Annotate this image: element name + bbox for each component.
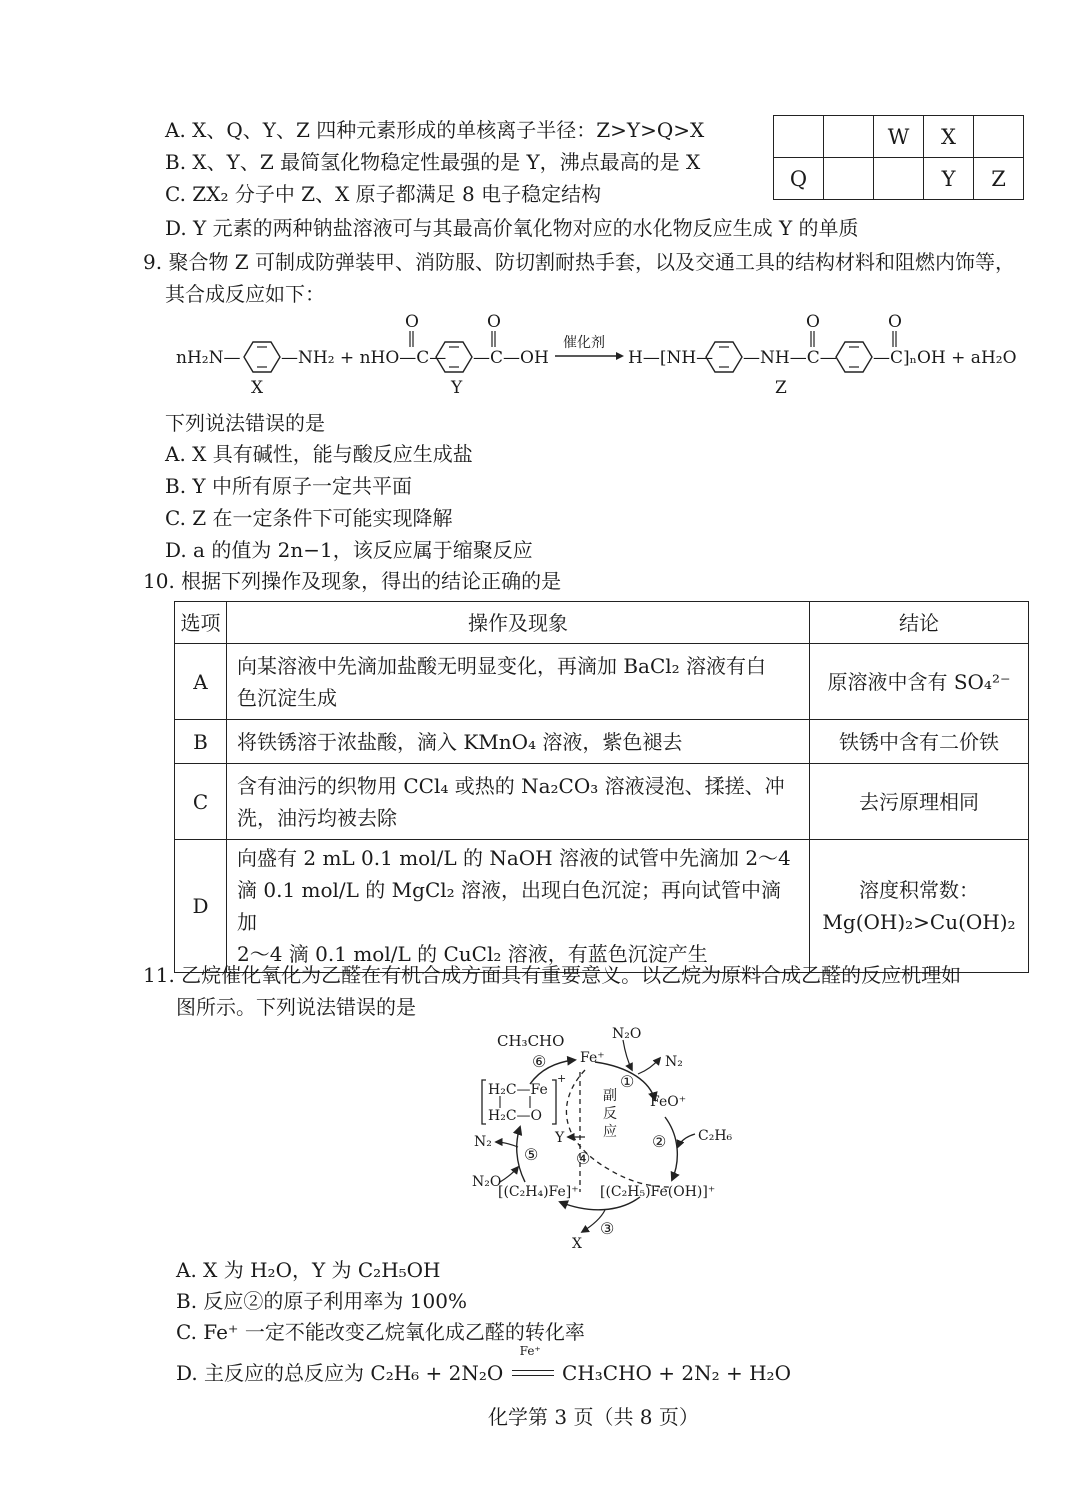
label-complex-top: H₂C—Fe [488,1082,548,1098]
catalyst-label: 催化剂 [563,335,605,351]
equals-sign-icon [512,1370,554,1376]
label-x: X [572,1236,582,1252]
conclusion-line: Mg(OH)₂>Cu(OH)₂ [822,910,1016,934]
n2-out-arrow [638,1058,660,1074]
row-option: B [175,720,227,764]
element-cell: X [924,116,974,158]
q9-option-d: D. a 的值为 2n−1，该反应属于缩聚反应 [165,538,533,562]
page-footer: 化学第 3 页（共 8 页） [488,1405,699,1429]
label-ch3cho: CH₃CHO [497,1032,565,1050]
element-table-row [774,158,1024,200]
operation-line: 色沉淀生成 [237,685,337,710]
label-n2o-left: N₂O [472,1174,502,1190]
element-table [773,115,1024,200]
complex-bracket-left [482,1080,486,1124]
conclusion-line: 原溶液中含有 SO₄²⁻ [827,669,1011,694]
q11-stem-line1: 11. 乙烷催化氧化为乙醛在有机合成方面具有重要意义。以乙烷为原料合成乙醛的反应机理如 [143,963,962,987]
label-complex-bottom: H₂C—O [488,1108,543,1124]
row-operation [227,720,810,764]
q8-option-c: C. ZX₂ 分子中 Z、X 原子都满足 8 电子稳定结构 [165,182,602,206]
carbonyl-o-2: O [487,312,501,332]
label-n2o-top: N₂O [612,1026,642,1042]
element-table-row [774,116,1024,158]
q10-table [174,601,1029,973]
label-side-1: 副 [603,1088,617,1104]
q10-stem: 10. 根据下列操作及现象，得出的结论正确的是 [143,569,562,593]
n2o-left-in-arrow [500,1167,518,1182]
label-z: Z [775,378,787,398]
option-d-prefix: D. 主反应的总反应为 C₂H₆ + 2N₂O [176,1361,504,1385]
q11-option-a: A. X 为 H₂O，Y 为 C₂H₅OH [176,1258,441,1282]
option-d-catalyst: Fe⁺ [519,1344,541,1358]
q8-option-d: D. Y 元素的两种钠盐溶液可与其最高价氧化物对应的水化物反应生成 Y 的单质 [165,216,859,240]
row-conclusion [810,644,1029,720]
rx-prod3-text: —C]ₙOH + aH₂O [873,348,1017,368]
label-c2h4fe: [(C₂H₄)Fe]⁺ [498,1184,579,1200]
option-d-suffix: CH₃CHO + 2N₂ + H₂O [562,1361,791,1385]
table-row [175,840,1029,973]
label-step1: ① [620,1072,635,1091]
table-row [175,644,1029,720]
complex-bracket-right [552,1080,556,1124]
q9-question: 下列说法错误的是 [165,411,325,435]
table-row [175,764,1029,840]
label-step5: ⑤ [524,1145,539,1164]
q9-option-a: A. X 具有碱性，能与酸反应生成盐 [165,442,473,466]
operation-line: 2～4 滴 0.1 mol/L 的 CuCl₂ 溶液，有蓝色沉淀产生 [237,942,708,966]
label-y: Y [451,378,463,398]
label-y: Y [555,1130,565,1146]
q9-stem-line1: 9. 聚合物 Z 可制成防弹装甲、消防服、防切割耐热手套，以及交通工具的结构材料和阻燃内饰等， [143,250,1016,274]
row-conclusion [810,720,1029,764]
label-fe: Fe⁺ [580,1050,605,1066]
element-cell [974,116,1024,158]
element-cell [874,158,924,200]
operation-line: 将铁锈溶于浓盐酸，滴入 KMnO₄ 溶液，紫色褪去 [237,729,683,754]
carbonyl-o-4: O [888,312,902,332]
conclusion-line: 铁锈中含有二价铁 [839,729,999,754]
q9-stem-line2: 其合成反应如下： [165,282,325,306]
q9-option-b: B. Y 中所有原子一定共平面 [165,474,412,498]
reaction-mechanism-diagram [460,1022,750,1252]
row-conclusion [810,764,1029,840]
row-operation [227,840,810,973]
element-cell: Q [774,158,824,200]
row-operation [227,764,810,840]
polymerization-equation [0,305,1080,400]
header-conclusion: 结论 [810,602,1029,644]
label-step3: ③ [600,1219,615,1238]
label-step2: ② [652,1132,667,1151]
row-conclusion [810,840,1029,973]
label-n2-right: N₂ [665,1054,683,1070]
table-header-row [175,602,1029,644]
n2o-in-arrow [623,1040,632,1070]
operation-line: 向盛有 2 mL 0.1 mol/L 的 NaOH 溶液的试管中先滴加 2～4 [237,846,791,870]
q11-option-d [176,1344,791,1388]
element-cell [824,116,874,158]
option-d-arrow [510,1344,556,1388]
rx-prod1-text: H—[NH— [628,348,714,368]
c2h6-in-arrow [678,1134,695,1147]
label-side-2: 反 [603,1106,617,1122]
q11-option-b: B. 反应②的原子利用率为 100% [176,1289,467,1313]
operation-line: 向某溶液中先滴加盐酸无明显变化，再滴加 BaCl₂ 溶液有白 [237,653,767,678]
rx-prod2-text: —NH—C— [743,348,837,368]
rx-nh2-text: —NH₂ + nHO—C— [281,348,447,368]
element-cell [824,158,874,200]
carbonyl-o-3: O [806,312,820,332]
element-cell: W [874,116,924,158]
carbonyl-o-1: O [405,312,419,332]
operation-line: 含有油污的织物用 CCl₄ 或热的 Na₂CO₃ 溶液浸泡、揉搓、冲 [237,773,785,798]
n2-left-out-arrow [496,1142,518,1147]
label-n2-left: N₂ [474,1134,492,1150]
row-operation [227,644,810,720]
q8-option-a: A. X、Q、Y、Z 四种元素形成的单核离子半径：Z>Y>Q>X [165,118,705,142]
row-option: C [175,764,227,840]
element-cell: Z [974,158,1024,200]
q9-option-c: C. Z 在一定条件下可能实现降解 [165,506,453,530]
rx-oh-text: —C—OH [473,348,549,368]
q11-stem-line2: 图所示。下列说法错误的是 [176,995,416,1019]
label-feo: FeO⁺ [650,1094,687,1110]
header-option: 选项 [175,602,227,644]
arc-step2 [665,1117,677,1180]
side-reaction-dashed-arc [566,1070,670,1187]
element-cell: Y [924,158,974,200]
label-c2h5feoh: [(C₂H₅)Fe(OH)]⁺ [600,1184,716,1200]
label-step6: ⑥ [532,1052,547,1071]
header-operation: 操作及现象 [227,602,810,644]
row-option: A [175,644,227,720]
label-step4: ④ [576,1149,591,1168]
label-c2h6: C₂H₆ [698,1128,733,1144]
operation-line: 洗，油污均被去除 [237,805,397,830]
q11-option-c: C. Fe⁺ 一定不能改变乙烷氧化成乙醛的转化率 [176,1320,585,1344]
label-side-3: 应 [603,1124,617,1140]
operation-line: 滴 0.1 mol/L 的 MgCl₂ 溶液，出现白色沉淀；再向试管中滴加 [237,878,782,934]
rx-left-text: nH₂N— [176,348,241,368]
row-option: D [175,840,227,973]
label-complex-charge: + [557,1072,567,1085]
conclusion-line: 去污原理相同 [859,789,979,814]
conclusion-line: 溶度积常数： [859,878,979,902]
label-x: X [251,378,264,398]
element-cell [774,116,824,158]
q8-option-b: B. X、Y、Z 最简氢化物稳定性最强的是 Y，沸点最高的是 X [165,150,701,174]
table-row [175,720,1029,764]
